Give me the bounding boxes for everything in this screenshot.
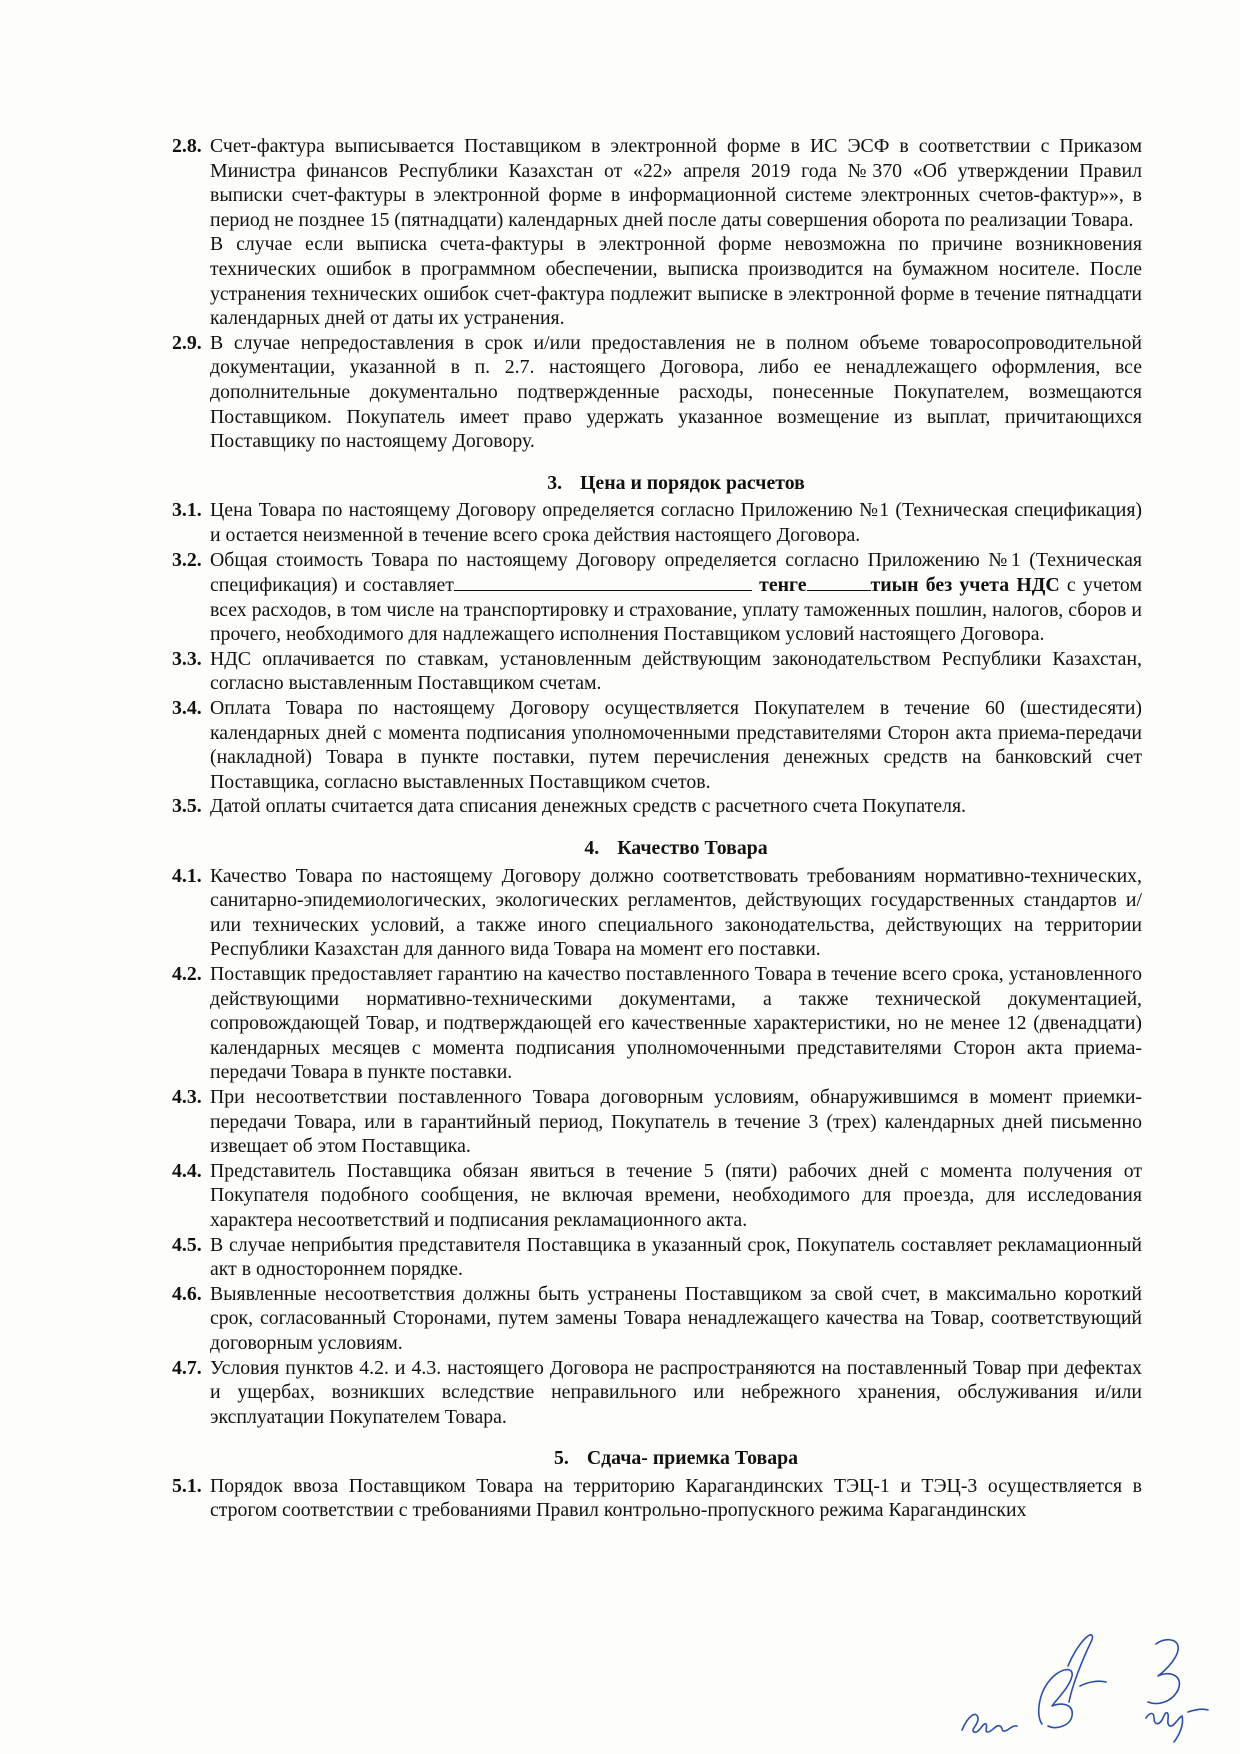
clause-text: При несоответствии поставленного Товара договорным условиям, обнаружившимся в момент приемки-передачи Товара, или в гарантийный период, Покупатель в течение 3 (трех) календарных дней письменно извещает об этом Поставщика. xyxy=(210,1085,1142,1158)
clause-text: Датой оплаты считается дата списания денежных средств с расчетного счета Покупателя. xyxy=(210,795,967,818)
clause-3-5 xyxy=(172,794,1142,819)
section-title: Цена и порядок расчетов xyxy=(580,471,805,494)
clause-number: 3.5. xyxy=(172,795,202,818)
currency-tenge: тенге xyxy=(759,574,807,597)
clause-4-1 xyxy=(172,864,1142,962)
section-heading-4 xyxy=(172,836,1142,861)
clause-3-4 xyxy=(172,696,1142,794)
currency-tiyn: тиын xyxy=(870,574,919,597)
section-title: Сдача- приемка Товара xyxy=(586,1447,798,1470)
clause-3-3 xyxy=(172,647,1142,696)
section-number: 5. xyxy=(554,1447,569,1470)
clause-number: 4.2. xyxy=(172,963,202,985)
clause-5-1 xyxy=(172,1474,1142,1523)
clause-4-5 xyxy=(172,1233,1142,1282)
section-heading-5 xyxy=(172,1446,1142,1471)
clause-3-1 xyxy=(172,498,1142,547)
clause-number: 4.6. xyxy=(172,1282,202,1305)
clause-text: НДС оплачивается по ставкам, установленным действующим законодательством Республики Казахстан, согласно выставленным Поставщиком счетам. xyxy=(210,647,1142,695)
clause-number: 3.2. xyxy=(172,548,202,571)
clause-number: 4.7. xyxy=(172,1356,202,1379)
clause-text: В случае непредоставления в срок и/или предоставления не в полном объеме товаросопроводительной документации, указанной в п. 2.7. настоящего Договора, либо ее ненадлежащего оформления, все дополнительные документально подтвержденные расходы, понесенные Покупателем, возмещаются Поставщиком. Покупатель имеет право удержать указанное возмещение из выплат, причитающихся Поставщику по настоящему Договору. xyxy=(210,331,1142,453)
clause-number: 4.1. xyxy=(172,864,202,887)
clause-text: Оплата Товара по настоящему Договору осуществляется Покупателем в течение 60 (шестидесяти) календарных дней с момента подписания уполномоченными представителями Сторон акта приема-передачи (накладной) Товара в пункте поставки, путем перечисления денежных средств на банковский счет Поставщика, согласно выставленных Поставщиком счетов. xyxy=(210,697,1142,793)
clause-rest: с учетом всех расходов, в том числе на транспортировку и страхование, уплату таможенных пошлин, налогов, сборов и прочего, необходимого для надлежащего исполнения Поставщиком условий настоящего Договора. xyxy=(210,574,1142,646)
clause-number: 3.1. xyxy=(172,499,202,522)
clause-4-7 xyxy=(172,1356,1142,1430)
clause-text: Качество Товара по настоящему Договору должно соответствовать требованиям нормативно-технических, санитарно-эпидемиологических, экологических регламентов, действующих государственных стандартов и/или технических условий, а также иного специального законодательства, действующих на территории Республики Казахстан для данного вида Товара на момент его поставки. xyxy=(210,864,1142,961)
clause-number: 4.3. xyxy=(172,1085,202,1108)
clause-text: В случае если выписка счета-фактуры в электронной форме невозможна по причине возникновения технических ошибок в программном обеспечении, выписка производится на бумажном носителе. После устранения технических ошибок счет-фактура подлежит выписке в электронной форме в течение пятнадцати календарных дней от даты их устранения. xyxy=(210,233,1142,330)
clause-text: Цена Товара по настоящему Договору определяется согласно Приложению №1 (Техническая спецификация) и остается неизменной в течение всего срока действия настоящего Договора. xyxy=(210,499,1142,546)
clause-text: Представитель Поставщика обязан явиться в течение 5 (пяти) рабочих дней с момента получения от Покупателя подобного сообщения, не включая времени, необходимого для проезда, для исследования характера несоответствий и подписания рекламационного акта. xyxy=(210,1159,1142,1231)
clause-4-2 xyxy=(172,962,1142,1085)
clause-number: 5.1. xyxy=(172,1474,202,1497)
clause-2-9 xyxy=(172,331,1142,454)
clause-number: 3.4. xyxy=(172,697,202,720)
handwritten-signatures xyxy=(950,1626,1220,1746)
clause-number: 3.3. xyxy=(172,647,202,670)
clause-text xyxy=(210,548,1142,647)
section-title: Качество Товара xyxy=(617,837,768,860)
clause-text: Порядок ввоза Поставщиком Товара на территорию Карагандинских ТЭЦ-1 и ТЭЦ-3 осуществляется в строгом соответствии с требованиями Правил контрольно-пропускного режима Карагандинских xyxy=(210,1474,1142,1522)
clause-text: Выявленные несоответствия должны быть устранены Поставщиком за свой счет, в максимально короткий срок, согласованный Сторонами, путем замены Товара ненадлежащего качества на Товар, соответствующий договорным условиям. xyxy=(210,1282,1142,1354)
tiyn-blank xyxy=(807,572,871,591)
section-number: 4. xyxy=(584,837,600,860)
clause-number: 4.5. xyxy=(172,1233,202,1256)
clause-number: 2.8. xyxy=(172,135,202,157)
clause-number: 4.4. xyxy=(172,1159,202,1182)
clause-4-4 xyxy=(172,1159,1142,1233)
section-heading-3 xyxy=(172,471,1142,496)
clause-4-3 xyxy=(172,1085,1142,1159)
section-number: 3. xyxy=(547,471,563,494)
signature-1 xyxy=(962,1714,1017,1732)
clause-text: Счет-фактура выписывается Поставщиком в электронной форме в ИС ЭСФ в соответствии с Приказом Министра финансов Республики Казахстан от «22» апреля 2019 года №370 «Об утверждении Правил выписки счет-фактуры в электронной форме в информационной системе электронных счетов-фактур»», в период не позднее 15 (пятнадцати) календарных дней после даты совершения оборота по реализации Товара. xyxy=(210,135,1142,231)
clause-text: Поставщик предоставляет гарантию на качество поставленного Товара в течение всего срока, установленного действующими нормативно-техническими документами, а также технической документацией, сопровождающей Товар, и подтверждающей его качественные характеристики, но не менее 12 (двенадцати) календарных месяцев с момента подписания уполномоченными представителями Сторон акта приема-передачи Товара в пункте поставки. xyxy=(210,963,1142,1084)
clause-number: 2.9. xyxy=(172,331,202,354)
signature-3 xyxy=(1146,1640,1208,1742)
signature-2 xyxy=(1039,1635,1106,1728)
clause-4-6 xyxy=(172,1282,1142,1356)
amount-blank xyxy=(454,572,752,591)
page-content xyxy=(172,134,1142,1523)
clause-text: В случае неприбытия представителя Поставщика в указанный срок, Покупатель составляет рекламационный акт в одностороннем порядке. xyxy=(210,1233,1142,1281)
vat-note: без учета НДС xyxy=(925,574,1060,597)
clause-2-8 xyxy=(172,134,1142,331)
clause-lead: Общая стоимость Товара по настоящему Договору определяется согласно Приложению №1 (Техническая спецификация) и составляет xyxy=(210,548,1142,597)
clause-text: Условия пунктов 4.2. и 4.3. настоящего Договора не распространяются на поставленный Товар при дефектах и ущербах, возникших вследствие неправильного или небрежного хранения, обслуживания и/или эксплуатации Покупателем Товара. xyxy=(210,1356,1142,1428)
clause-3-2 xyxy=(172,548,1142,647)
